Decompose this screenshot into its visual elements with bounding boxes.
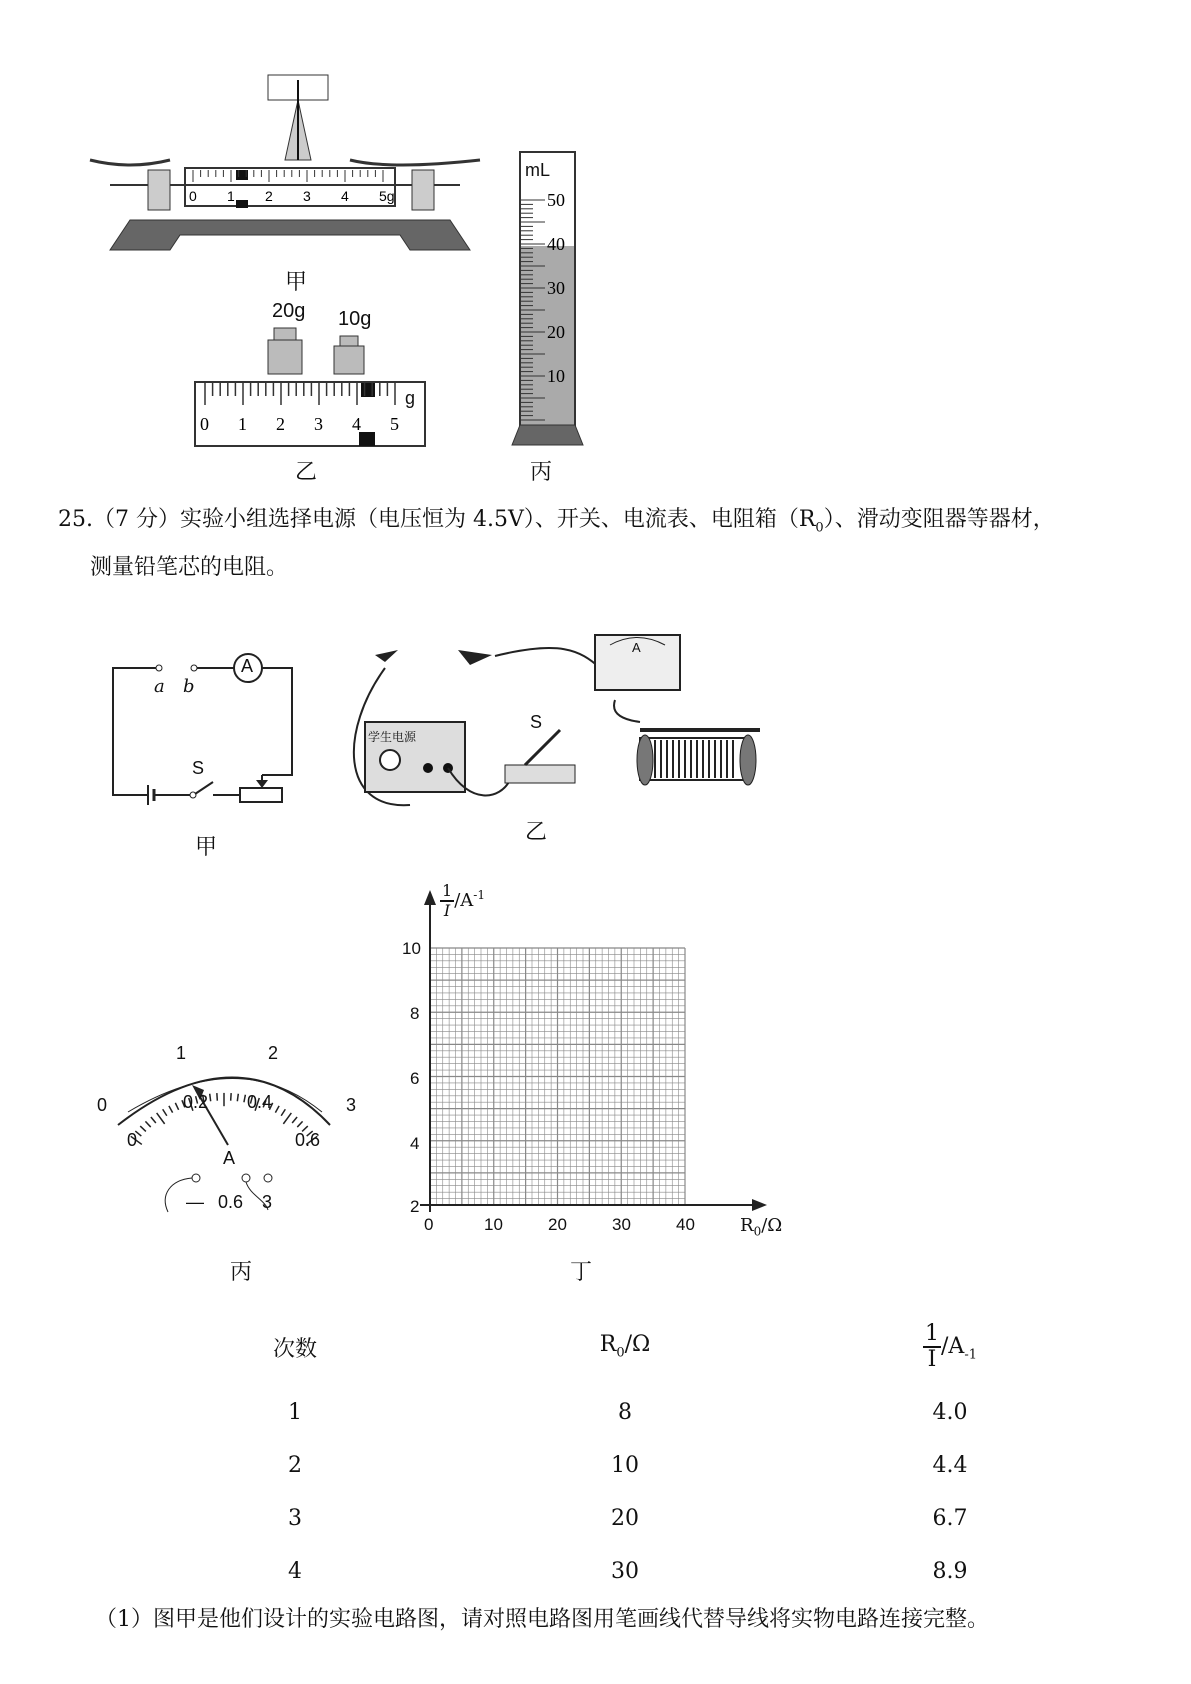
terminal-3: 3 [262, 1192, 273, 1212]
cell-r0: 8 [618, 1400, 632, 1425]
table-row [150, 1400, 980, 1440]
cylinder-tick-label: 10 [547, 366, 565, 386]
weights-tick-label: 1 [238, 414, 247, 434]
circuit-caption-jia: 甲 [195, 835, 218, 860]
graph-y-label: $\frac{1}{I}$ $/A^{-1}$ [442, 881, 485, 920]
cell-count: 1 [288, 1400, 302, 1425]
circuit-caption-yi: 乙 [525, 820, 548, 845]
weights-tick-label: 3 [314, 414, 323, 434]
weights-scale-unit: g [405, 388, 416, 408]
balance-caption: 甲 [285, 270, 308, 295]
cell-count: 2 [288, 1453, 302, 1478]
dial-top-0: 0 [97, 1095, 108, 1115]
graph-y-tick-8: 8 [410, 1004, 420, 1023]
header-inverse-current: $\frac{1}{I}$ $/A_{-1}$ [925, 1321, 977, 1372]
circuit-ammeter-label: A [241, 656, 254, 676]
dial-unit: A [223, 1148, 236, 1168]
table-row [150, 1506, 980, 1546]
cell-inverse: 8.9 [932, 1559, 968, 1584]
graph-x-label: $R_0/\Omega$ [740, 1215, 783, 1239]
cell-count: 4 [288, 1559, 302, 1584]
question-line-2: 测量铅笔芯的电阻。 [90, 555, 289, 580]
cylinder-tick-label: 40 [547, 234, 565, 254]
graph-y-tick-6: 6 [410, 1069, 420, 1088]
graph-y-tick-2: 2 [410, 1197, 420, 1216]
cell-r0: 10 [611, 1453, 639, 1478]
cylinder-tick-label: 50 [547, 190, 565, 210]
cell-inverse: 4.4 [932, 1453, 968, 1478]
balance-tick-label: 0 [189, 188, 197, 204]
dial-top-1: 1 [176, 1043, 187, 1063]
balance-tick-label: 2 [265, 188, 273, 204]
cell-inverse: 4.0 [932, 1400, 968, 1425]
cell-count: 3 [288, 1506, 302, 1531]
subquestion-1: （1）图甲是他们设计的实验电路图，请对照电路图用笔画线代替导线将实物电路连接完整。 [95, 1607, 990, 1632]
table-row [150, 1453, 980, 1493]
dial-bottom-04: 0.4 [247, 1092, 273, 1112]
physical-switch-label: S [530, 712, 543, 732]
physical-ammeter-label: A [632, 640, 641, 655]
power-supply-label: 学生电源 [368, 730, 417, 744]
terminal-06: 0.6 [218, 1192, 244, 1212]
graph-x-tick-20: 20 [548, 1215, 567, 1234]
dial-bottom-0: 0 [127, 1130, 138, 1150]
dial-bottom-06: 0.6 [295, 1130, 321, 1150]
graph-x-tick-10: 10 [484, 1215, 503, 1234]
dial-top-3: 3 [346, 1095, 357, 1115]
cell-r0: 30 [611, 1559, 639, 1584]
graph-x-tick-30: 30 [612, 1215, 631, 1234]
balance-tick-label: 3 [303, 188, 311, 204]
graph-x-tick-40: 40 [676, 1215, 695, 1234]
graph-caption: 丁 [570, 1260, 593, 1285]
header-count: 次数 [272, 1337, 317, 1362]
meter-caption: 丙 [230, 1260, 253, 1285]
balance-tick-label: 5g [379, 188, 395, 204]
cylinder-tick-label: 20 [547, 322, 565, 342]
weight-label-20g: 20g [272, 300, 306, 322]
weights-caption: 乙 [295, 460, 318, 485]
cylinder-caption: 丙 [530, 460, 553, 485]
cylinder-tick-label: 30 [547, 278, 565, 298]
header-r0: $R_0/\Omega$ [599, 1332, 651, 1361]
cylinder-unit: mL [525, 160, 551, 180]
dial-bottom-02: 0.2 [183, 1092, 209, 1112]
terminal-label-a: a [154, 676, 165, 697]
switch-label-s: S [192, 758, 205, 778]
question-line-1: 25.（7 分）实验小组选择电源（电压恒为 4.5V）、开关、电流表、电阻箱$(R_0)$、滑动变阻器等器材， [58, 507, 1055, 536]
graph-y-tick-4: 4 [410, 1134, 420, 1153]
weights-tick-label: 2 [276, 414, 285, 434]
cell-inverse: 6.7 [932, 1506, 968, 1531]
weights-tick-label: 0 [200, 414, 209, 434]
dial-top-2: 2 [268, 1043, 279, 1063]
table-row [150, 1559, 980, 1599]
terminal-label-b: b [183, 676, 195, 697]
balance-tick-label: 1 [227, 188, 235, 204]
table-header-row [150, 1321, 980, 1372]
balance-tick-label: 4 [341, 188, 349, 204]
cell-r0: 20 [611, 1506, 639, 1531]
terminal-minus: — [186, 1192, 204, 1212]
graph-y-tick-10: 10 [402, 939, 421, 958]
weight-label-10g: 10g [338, 308, 372, 330]
graph-x-tick-0: 0 [424, 1215, 434, 1234]
weights-tick-label: 5 [390, 414, 399, 434]
weights-tick-label: 4 [352, 414, 361, 434]
